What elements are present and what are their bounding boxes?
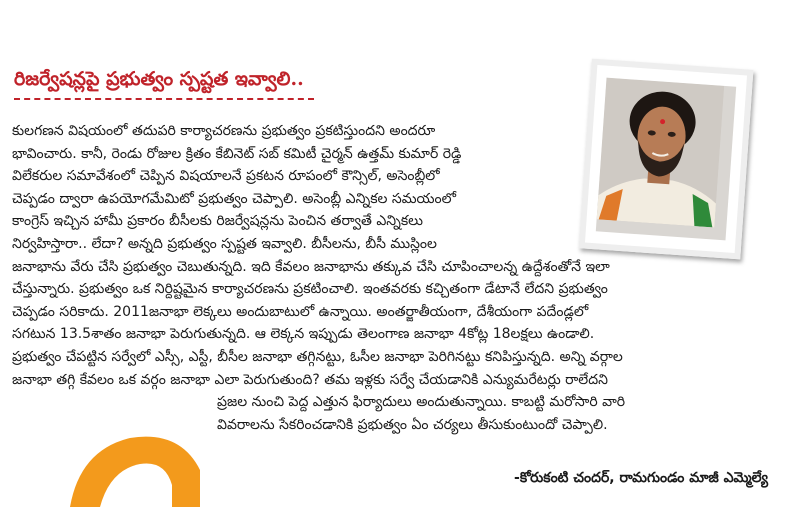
body-line: చెప్పడం ద్వారా ఉపయోగమేమిటో ప్రభుత్వం చెప్పాలి. అసెంబ్లీ ఎన్నికల సమయంలో — [12, 190, 457, 207]
body-line: జనాభాను వేరు చేసి ప్రభుత్వం చెబుతున్నది. ఇది కేవలం జనాభాను తక్కువ చేసి చూపించాలన్న ఉద్దేశంతోనే ఇలా — [12, 258, 610, 275]
body-line: విలేకరుల సమావేశంలో చెప్పిన విషయాలనే ప్రకటన రూపంలో కౌన్సిల్, అసెంబ్లీలో — [12, 168, 440, 185]
body-line: ప్రభుత్వం చేపట్టిన సర్వేలో ఎస్సీ, ఎస్టీ, బీసీల జనాభా తగ్గినట్టు, ఓసీల జనాభా పెరిగినట్టు కనిపిస్తున్నది. అన్ని వర్గాల — [12, 348, 623, 365]
body-line: భావించారు. కానీ, రెండు రోజుల క్రితం కేబినెట్ సబ్ కమిటీ చైర్మన్ ఉత్తమ్ కుమార్ రెడ్డి — [12, 145, 462, 162]
body-line: ప్రజల నుంచి పెద్ద ఎత్తున ఫిర్యాదులు అందుతున్నాయి. కాబట్టి మరోసారి వారి — [217, 394, 626, 411]
article-body — [12, 120, 772, 436]
body-line: చేస్తున్నారు. ప్రభుత్వం ఒక నిర్దిష్టమైన కార్యాచరణను ప్రకటించాలి. ఇంతవరకు కచ్చితంగా డేటానే లేదని ప్రభుత్వం — [12, 281, 608, 298]
article-headline: రిజర్వేషన్లపై ప్రభుత్వం స్పష్టత ఇవ్వాలి.. — [14, 68, 304, 90]
body-line: జనాభా తగ్గి కేవలం ఒక వర్గం జనాభా ఎలా పెరుగుతుంది? తమ ఇళ్లకు సర్వే చేయడానికి ఎన్యుమరేటర్లు రాలేదని — [12, 371, 608, 388]
decorative-orange-shape — [60, 430, 200, 507]
body-line: కాంగ్రెస్ ఇచ్చిన హామీ ప్రకారం బీసీలకు రిజర్వేషన్లను పెంచిన తర్వాతే ఎన్నికలు — [12, 213, 423, 230]
author-signature: -కోరుకంటి చందర్, రామగుండం మాజీ ఎమ్మెల్యే — [514, 470, 768, 486]
body-line: చెప్పడం సరికాదు. 2011జనాభా లెక్కలు అందుబాటులో ఉన్నాయి. అంతర్జాతీయంగా, దేశీయంగా పదేండ్లలో — [12, 303, 589, 320]
body-line: కులగణన విషయంలో తదుపరి కార్యాచరణను ప్రభుత్వం ప్రకటిస్తుందని అందరూ — [12, 123, 436, 139]
body-line: సగటున 13.5శాతం జనాభా పెరుగుతున్నది. ఆ లెక్కన ఇప్పుడు తెలంగాణ జనాభా 4కోట్ల 18లక్షలు ఉండాలి. — [12, 326, 595, 343]
headline-underline — [14, 98, 314, 101]
body-line: నిర్వహిస్తారా.. లేదా? అన్నది ప్రభుత్వం స్పష్టత ఇవ్వాలి. బీసీలను, బీసీ ముస్లింల — [12, 235, 437, 252]
body-line: వివరాలను సేకరించడానికి ప్రభుత్వం ఏం చర్యలు తీసుకుంటుందో చెప్పాలి. — [217, 416, 608, 433]
